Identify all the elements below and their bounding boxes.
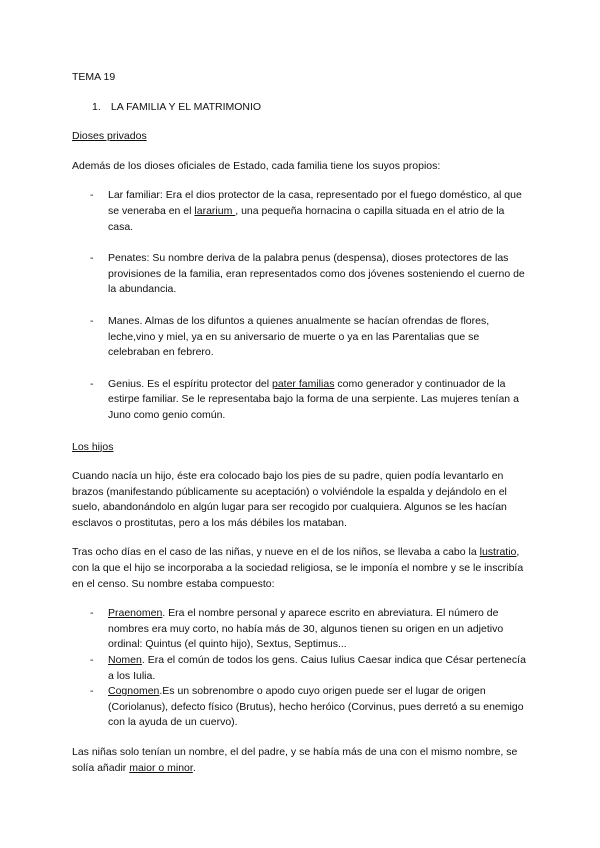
dioses-list bbox=[72, 188, 530, 423]
section-title: LA FAMILIA Y EL MATRIMONIO bbox=[110, 100, 262, 113]
list-item: - Nomen. Era el común de todos los gens. Caius Iulius Caesar indica que César pertenecía a los Iulia. bbox=[90, 654, 526, 682]
dioses-intro: Además de los dioses oficiales de Estado, cada familia tiene los suyos propios: bbox=[72, 159, 441, 172]
nombre-list bbox=[72, 606, 530, 731]
document-title: TEMA 19 bbox=[72, 71, 116, 83]
link-lustratio[interactable]: lustratio bbox=[479, 546, 517, 559]
term-cognomen: Cognomen bbox=[108, 685, 160, 698]
list-item: - Manes. Almas de los difuntos a quienes anualmente se hacían ofrendas de flores, leche,vino y miel, ya en su aniversario de muerte o ya en las Parentalias que se celebraban en febrero. bbox=[90, 314, 490, 359]
term-praenomen: Praenomen bbox=[108, 607, 163, 620]
document-page bbox=[72, 70, 530, 790]
hijos-paragraph-2: Tras ocho días en el caso de las niñas, y nueve en el de los niños, se llevaba a cabo la lustratio, con la que el hijo se incorporaba a la sociedad religiosa, se le imponía el nombre y se le inscribía en el censo. Su nombre estaba compuesto: bbox=[72, 546, 524, 590]
link-pater-familias[interactable]: pater familias bbox=[272, 377, 335, 390]
link-lararium[interactable]: lararium bbox=[194, 204, 236, 217]
subheading-dioses: Dioses privados bbox=[72, 130, 147, 143]
list-item: - Genius. Es el espíritu protector del pater familias como generador y continuador de la estirpe familiar. Se le representaba bajo la forma de una serpiente. Las mujeres tenían a Juno como genio común. bbox=[90, 377, 519, 421]
subheading-hijos: Los hijos bbox=[72, 440, 114, 453]
section-number: 1. bbox=[92, 100, 101, 113]
section-heading bbox=[92, 100, 530, 116]
list-item: - Cognomen.Es un sobrenombre o apodo cuyo origen puede ser el lugar de origen (Coriolanus), defecto físico (Brutus), hecho heróico (Corvinus, pues derretó a su enemigo con la ayuda de un cuervo). bbox=[90, 685, 524, 729]
hijos-paragraph-1: Cuando nacía un hijo, éste era colocado bajo los pies de su padre, quien podía levantarlo en brazos (manifestando públicamente su aceptación) o volviéndole la espalda y dejándolo en el suelo, abandonándolo en algún lugar para ser recogido por cualquiera. Algunos se les hacían esclavos o prostitutas, pero a los más débiles los mataban. bbox=[72, 470, 507, 529]
list-item: - Lar familiar: Era el dios protector de la casa, representado por el fuego doméstico, al que se veneraba en el lararium , una pequeña hornacina o capilla situada en el atrio de la casa. bbox=[90, 189, 522, 233]
term-nomen: Nomen bbox=[108, 654, 142, 667]
list-item: - Praenomen. Era el nombre personal y aparece escrito en abreviatura. El número de nombres era muy corto, no había más de 30, algunos tienen su origen en un adjetivo ordinal: Quintus (el quinto hijo), Sextus, Septimus... bbox=[90, 607, 504, 651]
hijos-paragraph-3: Las niñas solo tenían un nombre, el del padre, y se había más de una con el mismo nombre, se solía añadir maior o minor. bbox=[72, 746, 518, 774]
link-maior-minor[interactable]: maior o minor bbox=[129, 761, 193, 774]
list-item: - Penates: Su nombre deriva de la palabra penus (despensa), dioses protectores de las provisiones de la familia, eran representados como dos jóvenes sosteniendo el cuerno de la abundancia. bbox=[90, 252, 525, 296]
